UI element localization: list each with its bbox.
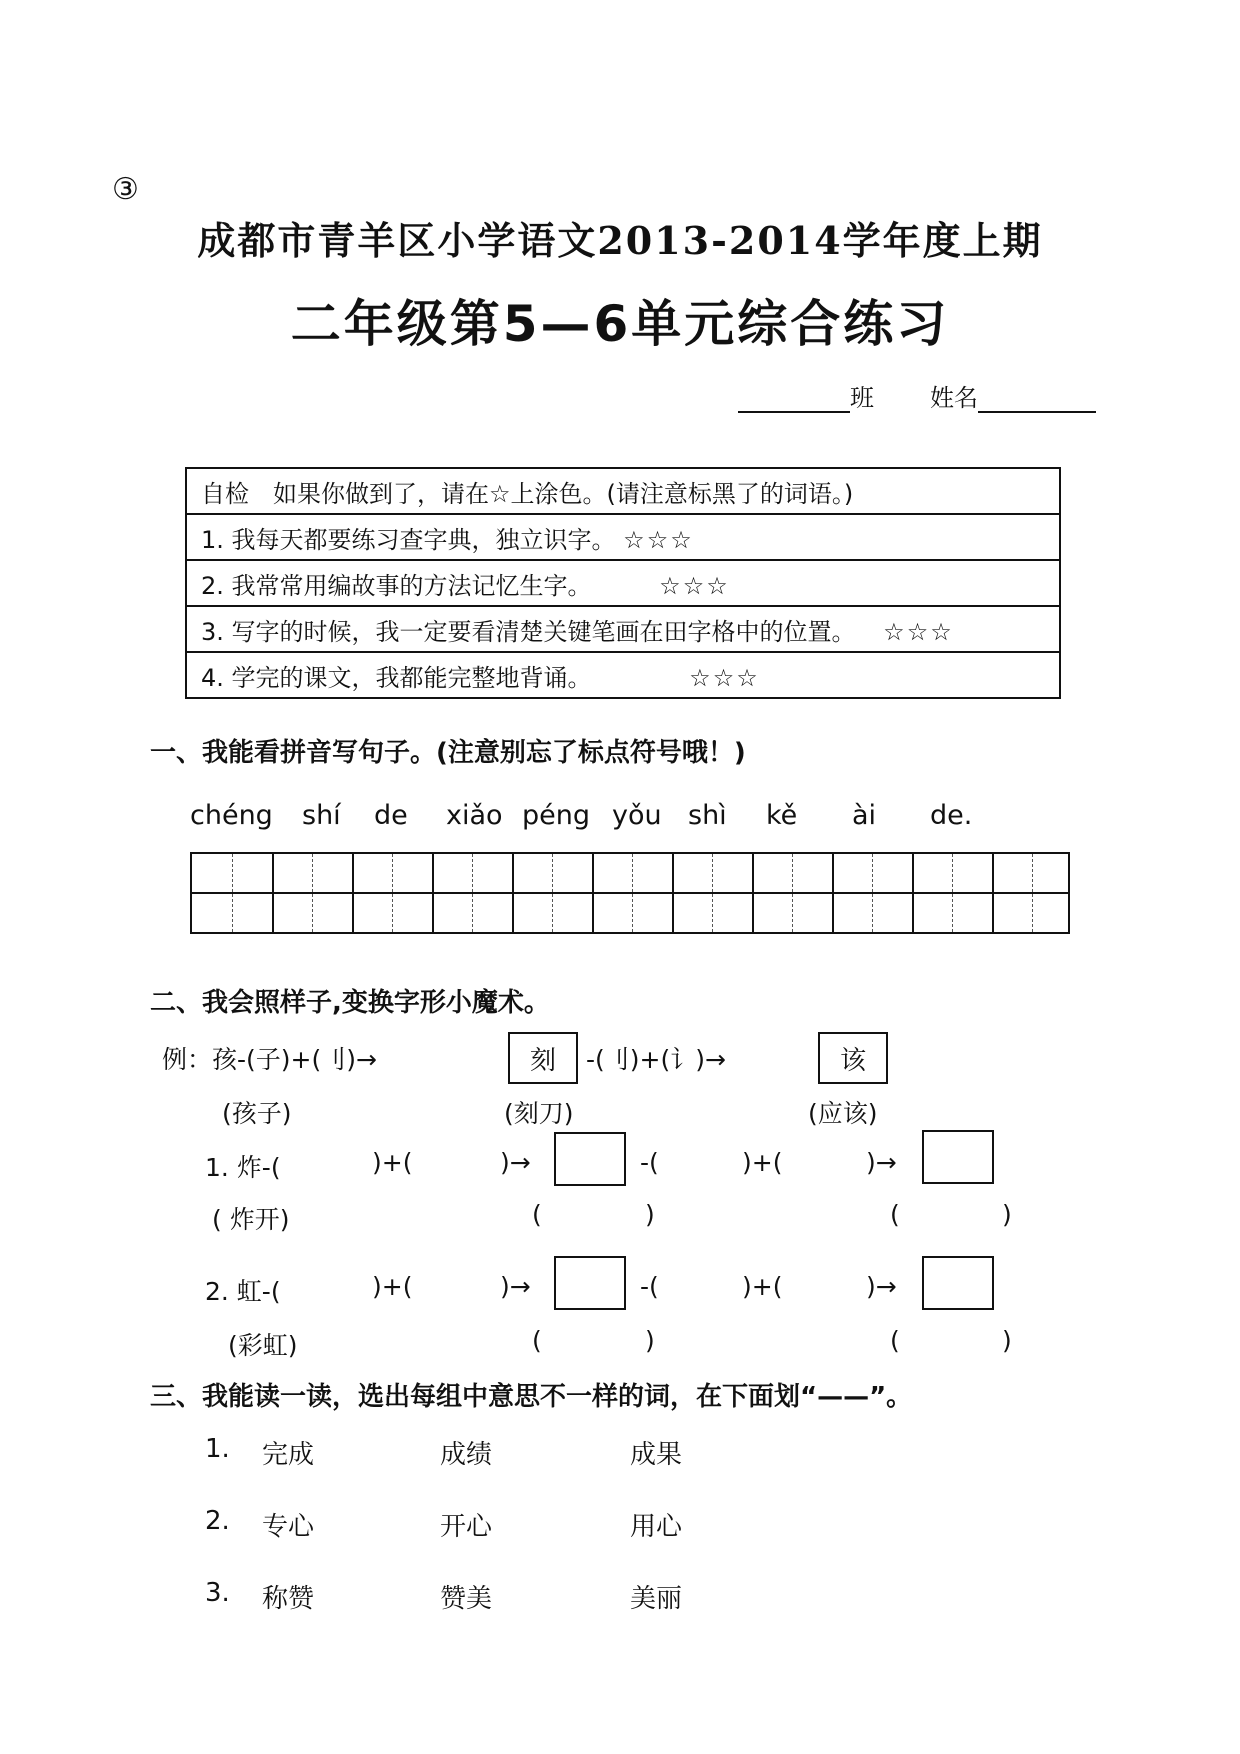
pinyin-syllable: de.: [930, 800, 973, 831]
q2-word-blank-1[interactable]: [552, 1322, 642, 1356]
grid-cell-divider: [832, 854, 834, 932]
example-formula-2: -(刂)+(讠)→: [586, 1045, 726, 1074]
grid-cell-divider: [272, 854, 274, 932]
q1-answer-box-1[interactable]: [554, 1132, 626, 1186]
q1-word-blank-2[interactable]: [910, 1196, 1000, 1230]
q1-operator: )+(: [742, 1148, 783, 1177]
q2-blank-2[interactable]: [436, 1268, 492, 1302]
q1-blank-3[interactable]: [684, 1144, 740, 1178]
grid-cell-midline: [712, 854, 713, 932]
paren-open: (: [890, 1200, 900, 1229]
exam-title: 成都市青羊区小学语文2013-2014学年度上期: [197, 218, 1043, 263]
grid-cell-midline: [872, 854, 873, 932]
pinyin-syllable: chéng: [190, 800, 273, 831]
self-check-item-text: 3. 写字的时候，我一定要看清楚关键笔画在田字格中的位置。: [201, 617, 856, 646]
class-blank[interactable]: [738, 387, 850, 413]
grid-cell-midline: [392, 854, 393, 932]
paren-close: ): [645, 1200, 655, 1229]
star-rating[interactable]: ☆☆☆: [623, 525, 694, 554]
grid-cell-divider: [592, 854, 594, 932]
self-check-header-row: [186, 468, 1060, 514]
example-word: (刻刀): [504, 1099, 574, 1128]
grid-cell-midline: [552, 854, 553, 932]
section2-title: 二、我会照样子,变换字形小魔术。: [150, 988, 550, 1018]
q2-operator: )+(: [742, 1272, 783, 1301]
grid-cell-midline: [952, 854, 953, 932]
self-check-row: [186, 514, 1060, 560]
star-rating[interactable]: ☆☆☆: [689, 663, 760, 692]
grid-cell-divider: [352, 854, 354, 932]
q1-operator: )→: [866, 1148, 897, 1177]
example-formula: 例：孩-(子)+(刂)→: [162, 1045, 377, 1074]
q2-answer-box-1[interactable]: [554, 1256, 626, 1310]
example-word: (应该): [808, 1099, 878, 1128]
word-option[interactable]: 赞美: [440, 1584, 493, 1614]
q2-blank-3[interactable]: [684, 1268, 740, 1302]
q2-operator: )→: [500, 1272, 531, 1301]
star-rating[interactable]: ☆☆☆: [883, 617, 954, 646]
paren-close: ): [1002, 1326, 1012, 1355]
grid-cell-divider: [432, 854, 434, 932]
exam-subtitle: 二年级第5—6单元综合练习: [290, 295, 950, 353]
class-field[interactable]: [738, 378, 874, 413]
name-field[interactable]: [930, 378, 1096, 413]
grid-cell-divider: [912, 854, 914, 932]
q2-answer-box-2[interactable]: [922, 1256, 994, 1310]
example-answer-box: 刻: [508, 1032, 578, 1084]
grid-cell-midline: [632, 854, 633, 932]
q1-word-blank-1[interactable]: [552, 1196, 642, 1230]
grid-cell-divider: [992, 854, 994, 932]
pinyin-syllable: kě: [766, 800, 798, 831]
q2-blank-4[interactable]: [808, 1268, 864, 1302]
self-check-row: [186, 560, 1060, 606]
grid-midline: [192, 892, 1068, 894]
name-label: 姓名: [930, 384, 978, 412]
grid-cell-divider: [752, 854, 754, 932]
group-number: 1.: [205, 1434, 230, 1464]
paren-open: (: [532, 1326, 542, 1355]
q2-word: (彩虹): [228, 1331, 298, 1360]
section3-title: 三、我能读一读，选出每组中意思不一样的词，在下面划“——”。: [150, 1382, 913, 1412]
self-check-row: [186, 606, 1060, 652]
grid-cell-midline: [1032, 854, 1033, 932]
q1-word: ( 炸开): [212, 1205, 290, 1234]
self-check-item-text: 1. 我每天都要练习查字典，独立识字。: [201, 525, 616, 554]
grid-cell-midline: [792, 854, 793, 932]
group-number: 2.: [205, 1506, 230, 1536]
word-option[interactable]: 成绩: [440, 1440, 493, 1470]
word-option[interactable]: 完成: [262, 1440, 315, 1470]
q2-blank-1[interactable]: [306, 1268, 362, 1302]
pinyin-syllable: yǒu: [612, 800, 662, 831]
q2-operator: -(: [640, 1272, 659, 1301]
pinyin-syllable: péng: [522, 800, 591, 831]
q1-blank-1[interactable]: [306, 1144, 362, 1178]
word-option[interactable]: 开心: [440, 1512, 493, 1542]
section1-title: 一、我能看拼音写句子。(注意别忘了标点符号哦！): [150, 738, 746, 768]
example-word: (孩子): [222, 1099, 292, 1128]
q1-blank-2[interactable]: [436, 1144, 492, 1178]
group-number: 3.: [205, 1578, 230, 1608]
self-check-header: 自检 如果你做到了，请在☆上涂色。(请注意标黑了的词语。): [186, 468, 1060, 514]
q1-formula-start: 1. 炸-(: [205, 1153, 281, 1182]
pinyin-syllable: xiǎo: [446, 800, 503, 831]
q1-blank-4[interactable]: [808, 1144, 864, 1178]
q2-formula-start: 2. 虹-(: [205, 1277, 281, 1306]
grid-cell-midline: [232, 854, 233, 932]
q2-word-blank-2[interactable]: [910, 1322, 1000, 1356]
grid-cell-midline: [472, 854, 473, 932]
self-check-item-text: 2. 我常常用编故事的方法记忆生字。: [201, 571, 592, 600]
grid-cell-divider: [512, 854, 514, 932]
pinyin-syllable: shì: [688, 800, 727, 831]
grid-cell-midline: [312, 854, 313, 932]
word-option[interactable]: 美丽: [630, 1584, 683, 1614]
word-option[interactable]: 成果: [630, 1440, 683, 1470]
pinyin-syllable: de: [374, 800, 408, 831]
paren-close: ): [645, 1326, 655, 1355]
word-option[interactable]: 称赞: [262, 1584, 315, 1614]
writing-grid[interactable]: [190, 852, 1070, 934]
class-label: 班: [850, 384, 874, 412]
q1-operator: )+(: [372, 1148, 413, 1177]
q1-operator: -(: [640, 1148, 659, 1177]
circle-number-mark: ③: [112, 172, 139, 207]
word-option[interactable]: 用心: [630, 1512, 683, 1542]
grid-cell-divider: [672, 854, 674, 932]
word-option[interactable]: 专心: [262, 1512, 315, 1542]
paren-open: (: [890, 1326, 900, 1355]
self-check-table: [185, 467, 1061, 699]
name-blank[interactable]: [978, 387, 1096, 413]
self-check-row: [186, 652, 1060, 698]
self-check-item-text: 4. 学完的课文，我都能完整地背诵。: [201, 663, 592, 692]
q2-operator: )→: [866, 1272, 897, 1301]
example-answer-box: 该: [818, 1032, 888, 1084]
q1-answer-box-2[interactable]: [922, 1130, 994, 1184]
paren-close: ): [1002, 1200, 1012, 1229]
paren-open: (: [532, 1200, 542, 1229]
pinyin-syllable: shí: [302, 800, 341, 831]
q2-operator: )+(: [372, 1272, 413, 1301]
star-rating[interactable]: ☆☆☆: [659, 571, 730, 600]
q1-operator: )→: [500, 1148, 531, 1177]
pinyin-syllable: ài: [852, 800, 877, 831]
